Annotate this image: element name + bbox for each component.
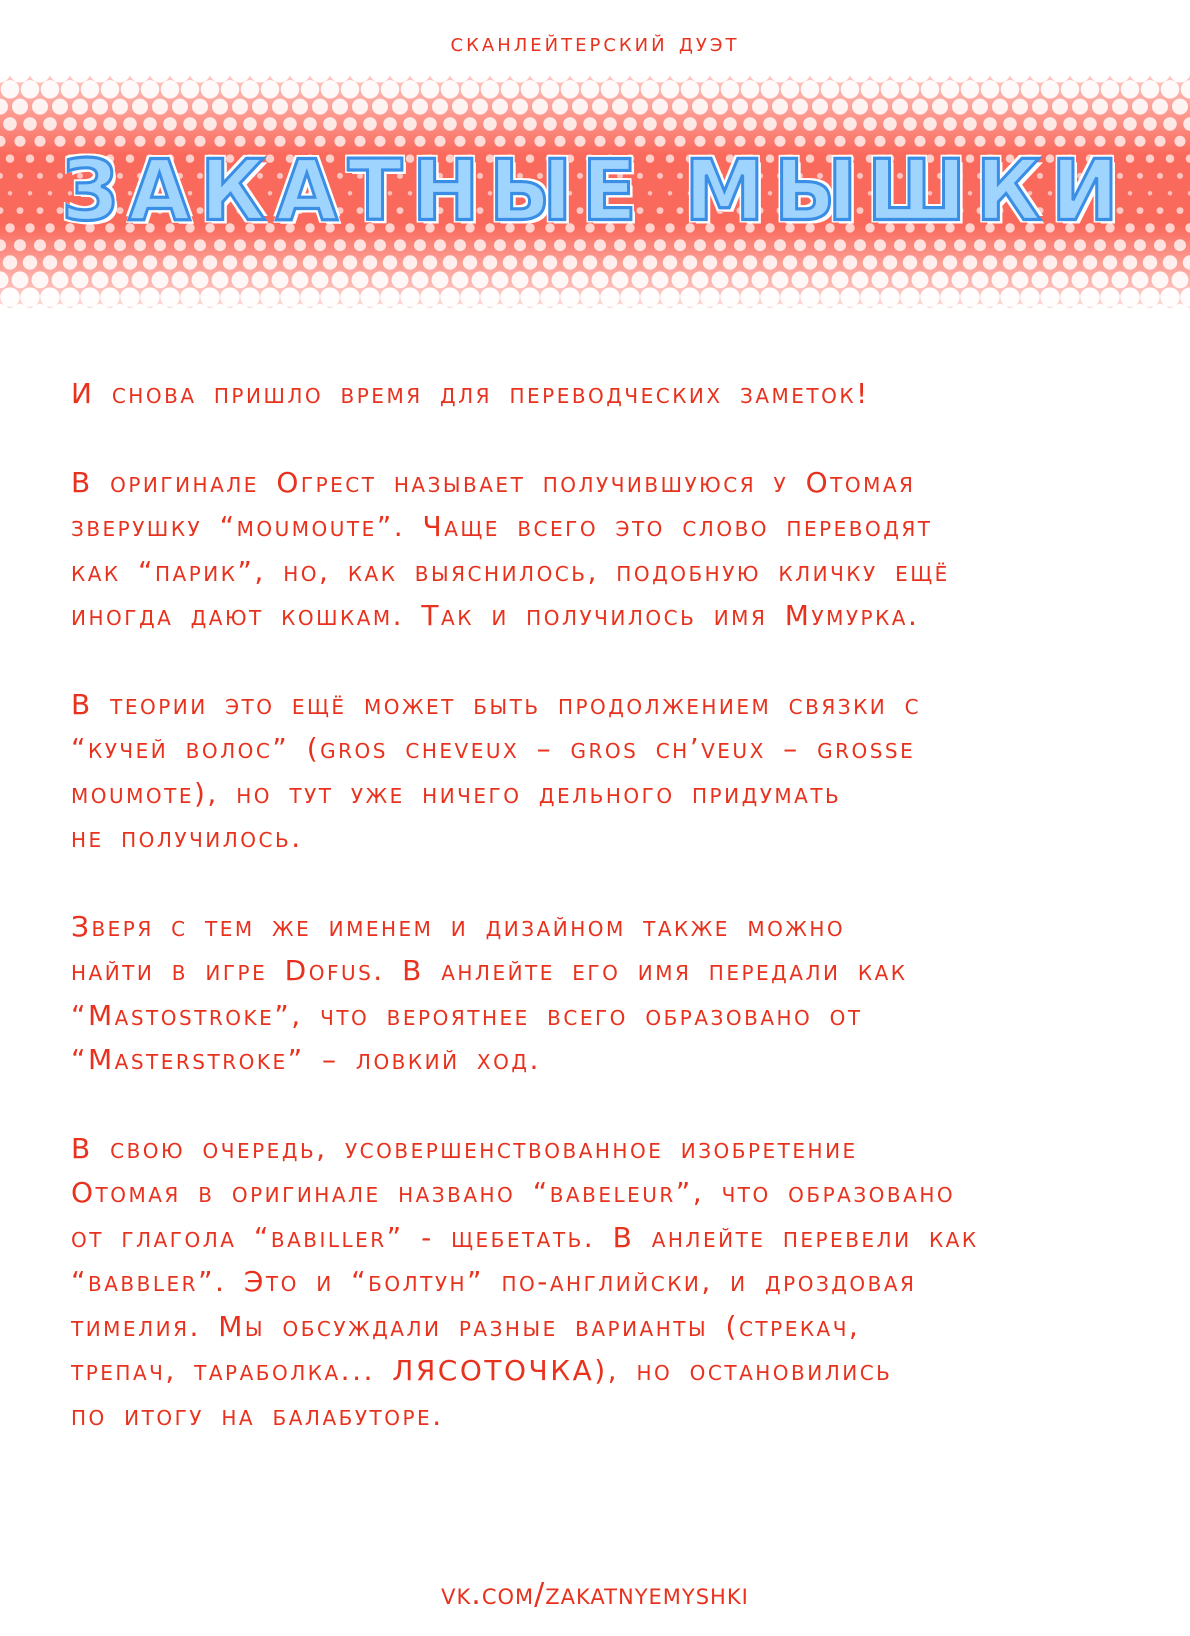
logo-title-area — [0, 72, 1190, 308]
note-paragraph-intro: И снова пришло время для переводческих заметок! — [71, 377, 870, 410]
note-paragraph-dofus: Зверя с тем же именем и дизайном также можно найти в игре Dofus. В анлейте его имя передали как “Mastostroke”, что вероятнее всего образовано от “Masterstroke” – ловкий ход. — [71, 909, 908, 1076]
vk-link[interactable]: vk.com/zakatnyemyshki — [441, 1577, 749, 1612]
group-subtitle: сканлейтерский дуэт — [450, 28, 740, 58]
note-paragraph-moumoute: В оригинале Огрест называет получившуюся у Отомая зверушку “moumoute”. Чаще всего это слово переводят как “парик”, но, как выяснилось, подобную кличку ещё иногда дают кошкам. Так и получилось имя Мумурка. — [71, 465, 950, 632]
note-paragraph-theory: В теории это ещё может быть продолжением связки с “кучей волос” (gros cheveux – gros ch’veux – grosse moumote), но тут уже ничего дельного придумать не получилось. — [71, 687, 922, 854]
note-paragraph-babeleur: В свою очередь, усовершенствованное изобретение Отомая в оригинале названо “babeleur”, что образовано от глагола “babiller” - щебетать. В анлейте перевели как “babbler”. Это и “болтун” по-английски, и дроздовая тимелия. Мы обсуждали разные варианты (стрекач, трепач, тараболка... ЛЯСОТОЧКА), но остановились по итогу на балабуторе. — [71, 1131, 979, 1432]
translator-notes — [71, 372, 1131, 1482]
group-logo-title: ЗАКАТНЫЕ МЫШКИ — [61, 141, 1129, 239]
